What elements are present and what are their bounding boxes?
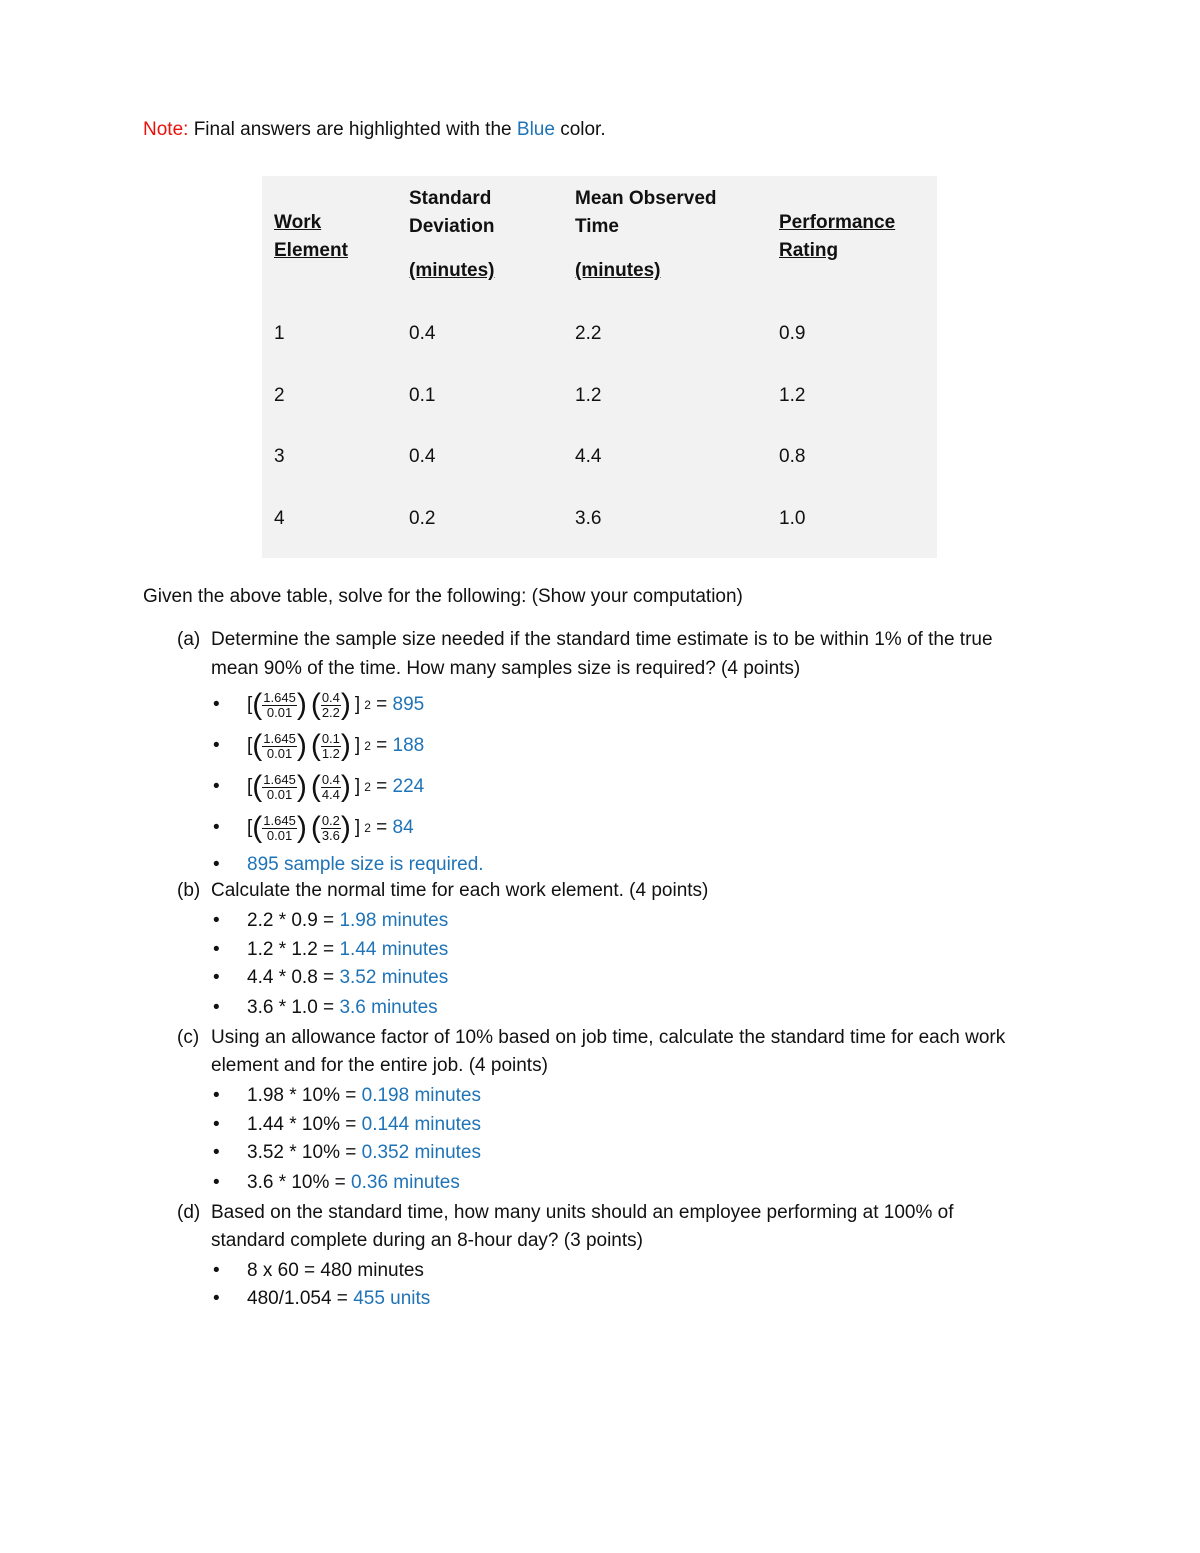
question-b-label: (b): [177, 880, 201, 901]
formula-row: [213, 729, 424, 763]
equals-sign: =: [370, 694, 393, 715]
right-paren: ): [296, 811, 307, 844]
numerator: 1.645: [263, 689, 296, 705]
left-paren: (: [252, 770, 263, 803]
note-blue-word: Blue: [516, 119, 555, 140]
list-item: [247, 1111, 481, 1139]
bullet-icon: •: [213, 1085, 220, 1106]
equals-sign: =: [370, 776, 393, 797]
right-paren: ): [340, 688, 351, 721]
fraction: [321, 691, 341, 720]
calc-text: 1.44 * 10% =: [247, 1114, 362, 1135]
numerator: 1.645: [263, 812, 296, 828]
calc-text: 480/1.054 =: [247, 1288, 354, 1309]
calc-text: 4.4 * 0.8 =: [247, 967, 340, 988]
denominator: 0.01: [266, 704, 293, 720]
left-paren: (: [252, 811, 263, 844]
intro-text: Given the above table, solve for the following: (Show your computation): [143, 586, 743, 607]
calc-text: 1.98 * 10% =: [247, 1085, 362, 1106]
exponent: 2: [364, 780, 371, 794]
denominator: 1.2: [321, 745, 340, 761]
note-label: Note:: [143, 119, 189, 140]
numerator: 0.4: [321, 689, 340, 705]
fraction: [262, 773, 297, 802]
fraction: [262, 732, 297, 761]
denominator: 4.4: [321, 786, 340, 802]
answer-text: 3.52 minutes: [339, 967, 449, 988]
list-item: [247, 1139, 481, 1167]
exponent: 2: [364, 698, 371, 712]
question-a-line2: mean 90% of the time. How many samples size is required? (4 points): [211, 658, 801, 679]
formula-row: [213, 811, 414, 845]
answer-text: 0.352 minutes: [361, 1142, 481, 1163]
note-text-a: Final answers are highlighted with the: [188, 119, 517, 140]
numerator: 0.4: [321, 771, 340, 787]
bullet-icon: •: [213, 735, 220, 756]
formula-close-bracket: ]: [354, 817, 361, 838]
bullet-icon: •: [213, 776, 220, 797]
right-paren: ): [340, 770, 351, 803]
formula-result: 84: [392, 817, 414, 838]
fraction-group: [311, 731, 351, 761]
question-b-text: Calculate the normal time for each work element. (4 points): [211, 880, 709, 901]
bullet-icon: •: [213, 910, 220, 931]
right-paren: ): [296, 729, 307, 762]
numerator: 0.2: [321, 812, 340, 828]
formula-open-bracket: [: [247, 735, 253, 756]
fraction-group: [311, 690, 351, 720]
bullet-icon: •: [213, 1260, 220, 1281]
list-item: [247, 1285, 430, 1313]
answer-text: 0.198 minutes: [361, 1085, 481, 1106]
right-paren: ): [340, 811, 351, 844]
fraction-group: [252, 772, 307, 802]
denominator: 0.01: [266, 827, 293, 843]
left-paren: (: [252, 688, 263, 721]
formula-open-bracket: [: [247, 817, 253, 838]
formula-close-bracket: ]: [354, 694, 361, 715]
bullet-icon: •: [213, 967, 220, 988]
answer-text: 0.36 minutes: [351, 1172, 460, 1193]
equals-sign: =: [370, 817, 393, 838]
right-paren: ): [296, 688, 307, 721]
bullet-icon: •: [213, 1142, 220, 1163]
bullet-icon: •: [213, 694, 220, 715]
calc-text: 2.2 * 0.9 =: [247, 910, 340, 931]
formula-result: 224: [392, 776, 425, 797]
fraction: [321, 773, 341, 802]
answer-a: 895 sample size is required.: [247, 854, 484, 875]
formula-result: 188: [392, 735, 425, 756]
fraction: [321, 732, 341, 761]
left-paren: (: [310, 811, 321, 844]
bullet-icon: •: [213, 854, 220, 875]
list-item: [247, 1082, 481, 1110]
exponent: 2: [364, 821, 371, 835]
data-table: Work Element Standard Deviation (minutes) Mean Observed Time (minutes) Performance Rating 1 0.4 2.2 0.9 2 0.1 1.2 1.2 3 0.4 4.4 0.8 4 0.2 3.6 1.0: [262, 176, 937, 558]
exponent: 2: [364, 739, 371, 753]
list-item: [247, 936, 448, 964]
answer-text: 1.44 minutes: [339, 939, 449, 960]
denominator: 0.01: [266, 786, 293, 802]
list-item: [247, 907, 448, 935]
question-c-label: (c): [177, 1027, 200, 1048]
bullet-icon: •: [213, 939, 220, 960]
formula-open-bracket: [: [247, 694, 253, 715]
right-paren: ): [340, 729, 351, 762]
formula-close-bracket: ]: [354, 735, 361, 756]
answer-text: 1.98 minutes: [339, 910, 449, 931]
answer-text: 3.6 minutes: [339, 997, 438, 1018]
header-work-element: Work Element: [274, 212, 348, 261]
left-paren: (: [310, 729, 321, 762]
question-d-line2: standard complete during an 8-hour day? (3 points): [211, 1230, 643, 1251]
bullet-icon: •: [213, 1288, 220, 1309]
note-text-b: color.: [554, 119, 606, 140]
fraction: [321, 814, 341, 843]
formula-close-bracket: ]: [354, 776, 361, 797]
calc-text: 3.6 * 1.0 =: [247, 997, 340, 1018]
fraction-group: [311, 813, 351, 843]
calc-text: 3.52 * 10% =: [247, 1142, 362, 1163]
fraction: [262, 814, 297, 843]
fraction: [262, 691, 297, 720]
fraction-group: [252, 813, 307, 843]
numerator: 1.645: [263, 730, 296, 746]
left-paren: (: [252, 729, 263, 762]
bullet-icon: •: [213, 1114, 220, 1135]
question-c-line1: Using an allowance factor of 10% based on job time, calculate the standard time for each work: [211, 1027, 1006, 1048]
answer-text: 455 units: [353, 1288, 431, 1309]
formula-open-bracket: [: [247, 776, 253, 797]
denominator: 0.01: [266, 745, 293, 761]
list-item: [247, 994, 438, 1022]
left-paren: (: [310, 688, 321, 721]
header-performance: Performance Rating: [779, 212, 896, 261]
left-paren: (: [310, 770, 321, 803]
formula-row: [213, 688, 424, 722]
question-d-label: (d): [177, 1202, 201, 1223]
list-item: [247, 964, 448, 992]
question-a-label: (a): [177, 629, 201, 650]
fraction-group: [252, 690, 307, 720]
header-std-dev: Standard Deviation (minutes): [409, 188, 495, 281]
header-mean-time: Mean Observed Time (minutes): [575, 188, 717, 281]
bullet-icon: •: [213, 817, 220, 838]
calc-text: 3.6 * 10% =: [247, 1172, 352, 1193]
denominator: 2.2: [321, 704, 340, 720]
formula-row: [213, 770, 424, 804]
formula-result: 895: [392, 694, 425, 715]
calc-text: 1.2 * 1.2 =: [247, 939, 340, 960]
note-line: [143, 117, 606, 143]
calc-text: 8 x 60 = 480 minutes: [247, 1260, 424, 1281]
question-d-line1: Based on the standard time, how many units should an employee performing at 100% of: [211, 1202, 954, 1223]
question-a-line1: Determine the sample size needed if the standard time estimate is to be within 1% of the true: [211, 629, 993, 650]
question-c-line2: element and for the entire job. (4 points): [211, 1055, 548, 1076]
bullet-icon: •: [213, 997, 220, 1018]
list-item: [247, 1169, 460, 1197]
fraction-group: [311, 772, 351, 802]
bullet-icon: •: [213, 1172, 220, 1193]
numerator: 0.1: [321, 730, 340, 746]
equals-sign: =: [370, 735, 393, 756]
list-item: [247, 1257, 424, 1285]
fraction-group: [252, 731, 307, 761]
denominator: 3.6: [321, 827, 340, 843]
answer-text: 0.144 minutes: [361, 1114, 481, 1135]
right-paren: ): [296, 770, 307, 803]
numerator: 1.645: [263, 771, 296, 787]
